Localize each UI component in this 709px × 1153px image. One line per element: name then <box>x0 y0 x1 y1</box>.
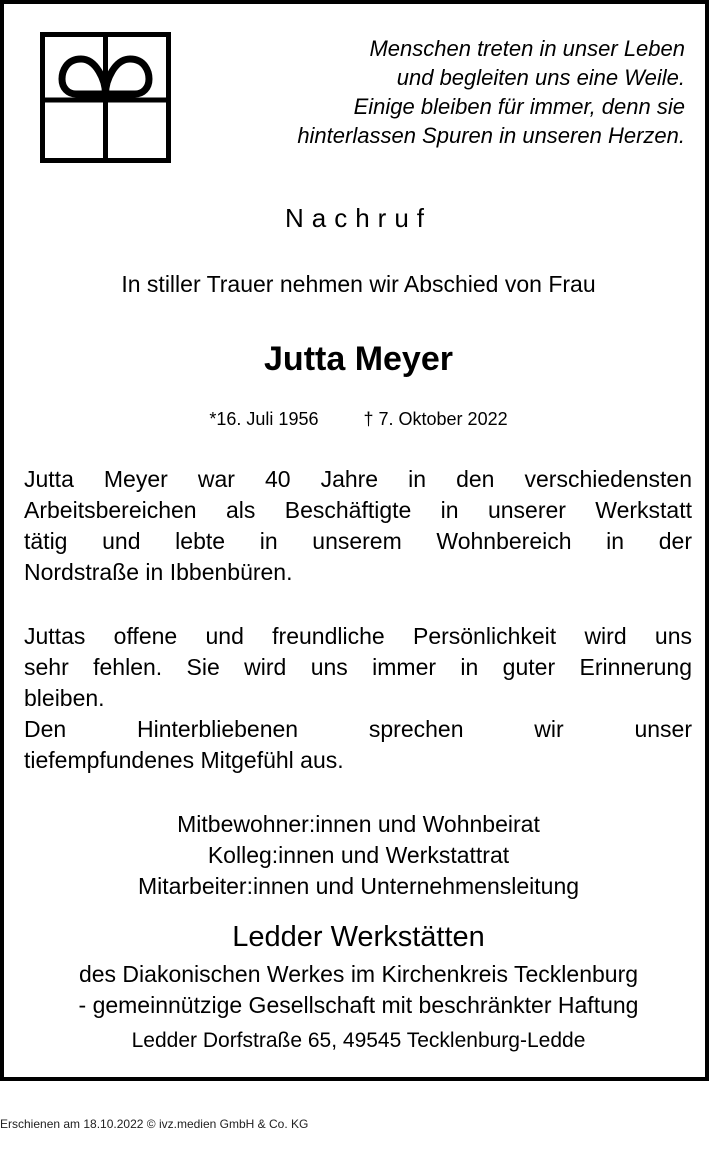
publication-footer: Erschienen am 18.10.2022 © ivz.medien GmbH & Co. KG <box>0 1117 309 1131</box>
verse-line: Menschen treten in unser Leben <box>369 36 685 61</box>
paragraph-line: Nordstraße in Ibbenbüren. <box>24 559 293 585</box>
organization-line: des Diakonischen Werkes im Kirchenkreis Tecklenburg <box>78 961 639 987</box>
diakonie-cross-logo-icon <box>40 32 171 163</box>
life-dates <box>4 409 709 430</box>
paragraph-line: sehr fehlen. Sie wird uns immer in guter Erinnerung <box>24 654 692 680</box>
paragraph-line: tiefempfundenes Mitgefühl aus. <box>24 747 344 773</box>
paragraph-line: Den Hinterbliebenen sprechen wir unser <box>24 716 692 742</box>
organization-address: Ledder Dorfstraße 65, 49545 Tecklenburg-Ledde <box>131 1029 586 1052</box>
verse-line: Einige bleiben für immer, denn sie <box>353 94 685 119</box>
signer-line: Mitbewohner:innen und Wohnbeirat <box>177 811 540 837</box>
intro-text: In stiller Trauer nehmen wir Abschied von Frau <box>121 271 596 297</box>
paragraph-line: Arbeitsbereichen als Beschäftigte in unserer Werkstatt <box>24 497 692 523</box>
paragraph-line: bleiben. <box>24 685 105 711</box>
signer-line: Kolleg:innen und Werkstattrat <box>207 842 510 868</box>
birth-date: *16. Juli 1956 <box>209 409 319 429</box>
paragraph-line: Jutta Meyer war 40 Jahre in den verschiedensten <box>24 466 692 492</box>
organization-subtitle <box>4 959 709 1021</box>
deceased-name: Jutta Meyer <box>264 340 453 378</box>
organization-line: - gemeinnützige Gesellschaft mit beschränkter Haftung <box>78 992 639 1018</box>
paragraph-line: tätig und lebte in unserem Wohnbereich in der <box>24 528 692 554</box>
paragraph-line: Juttas offene und freundliche Persönlichkeit wird uns <box>24 623 692 649</box>
verse-line: und begleiten uns eine Weile. <box>396 65 685 90</box>
death-date: † 7. Oktober 2022 <box>363 409 508 429</box>
signers-block <box>4 809 709 902</box>
notice-heading: Nachruf <box>284 203 433 233</box>
signer-line: Mitarbeiter:innen und Unternehmensleitung <box>137 873 580 899</box>
organization-name: Ledder Werkstätten <box>232 921 485 953</box>
tribute-paragraph-1 <box>24 464 692 588</box>
verse-line: hinterlassen Spuren in unseren Herzen. <box>297 123 685 148</box>
memorial-verse <box>225 34 685 150</box>
tribute-paragraph-2 <box>24 621 692 776</box>
